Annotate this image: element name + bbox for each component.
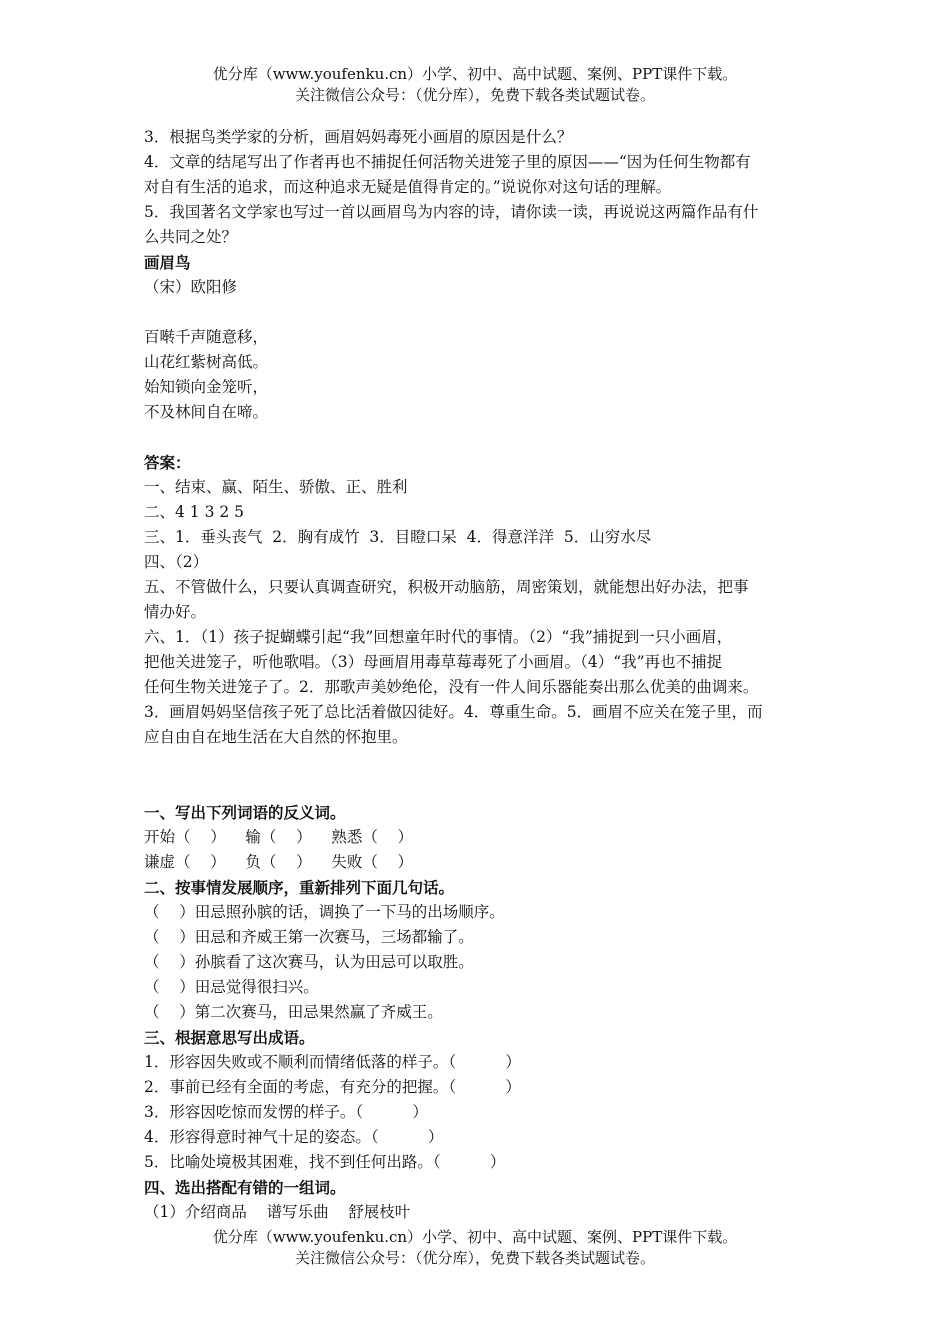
poem-author: （宋）欧阳修: [144, 278, 238, 296]
answer-6-line-5: 应自由自在地生活在大自然的怀抱里。: [144, 728, 408, 746]
page-footer: [0, 1227, 950, 1269]
footer-line-1: 优分库（www.youfenku.cn）小学、初中、高中试题、案例、PPT课件下载。: [212, 1228, 738, 1246]
answers-title: 答案：: [144, 453, 191, 472]
antonym-row-1: 开始（ ） 输（ ） 熟悉（ ）: [144, 828, 414, 846]
section-2-title: 二、按事情发展顺序，重新排列下面几句话。: [144, 878, 455, 897]
section-1-title: 一、写出下列词语的反义词。: [144, 803, 346, 822]
idiom-item: 1．形容因失败或不顺利而情绪低落的样子。（ ）: [144, 1053, 521, 1071]
idiom-item: 3．形容因吃惊而发愣的样子。（ ）: [144, 1103, 428, 1121]
footer-line-2: 关注微信公众号：（优分库），免费下载各类试题试卷。: [294, 1249, 655, 1267]
answer-6-line-3: 任何生物关进笼子了。2．那歌声美妙绝伦，没有一件人间乐器能奏出那么优美的曲调来。: [144, 678, 759, 696]
question-3: 3．根据鸟类学家的分析，画眉妈妈毒死小画眉的原因是什么？: [144, 128, 573, 146]
answer-2: 二、4 1 3 2 5: [144, 503, 245, 521]
answer-1: 一、结束、赢、陌生、骄傲、正、胜利: [144, 478, 408, 496]
answer-5-line-1: 五、不管做什么，只要认真调查研究，积极开动脑筋，周密策划，就能想出好办法，把事: [144, 578, 749, 596]
order-item: （ ）孙膑看了这次赛马，认为田忌可以取胜。: [144, 953, 474, 971]
poem-line: 始知锁向金笼听，: [144, 378, 269, 396]
header-line-2: 关注微信公众号：（优分库），免费下载各类试题试卷。: [294, 86, 655, 104]
document-body: [144, 125, 824, 1225]
poem-line: 山花红紫树高低。: [144, 353, 269, 371]
idiom-item: 4．形容得意时神气十足的姿态。（ ）: [144, 1128, 444, 1146]
question-4-line-2: 对自有生活的追求，而这种追求无疑是值得肯定的。”说说你对这句话的理解。: [144, 178, 672, 196]
answer-6-line-1: 六、1．（1）孩子捉蝴蝶引起“我”回想童年时代的事情。（2）“我”捕捉到一只小画眉，: [144, 628, 733, 646]
question-4-line-1: 4．文章的结尾写出了作者再也不捕捉任何活物关进笼子里的原因——“因为任何生物都有: [144, 153, 751, 171]
section-3-title: 三、根据意思写出成语。: [144, 1028, 315, 1047]
order-item: （ ）田忌照孙膑的话，调换了一下马的出场顺序。: [144, 903, 505, 921]
question-5-line-1: 5．我国著名文学家也写过一首以画眉鸟为内容的诗，请你读一读，再说说这两篇作品有什: [144, 203, 759, 221]
idiom-item: 2．事前已经有全面的考虑，有充分的把握。（ ）: [144, 1078, 521, 1096]
answer-6-line-4: 3．画眉妈妈坚信孩子死了总比活着做囚徒好。4．尊重生命。5．画眉不应关在笼子里，而: [144, 703, 763, 721]
section-4-title: 四、选出搭配有错的一组词。: [144, 1178, 346, 1197]
collocation-item: （1）介绍商品 谱写乐曲 舒展枝叶: [144, 1203, 411, 1221]
order-item: （ ）田忌和齐威王第一次赛马，三场都输了。: [144, 928, 474, 946]
answer-4: 四、（2）: [144, 553, 209, 571]
header-line-1: 优分库（www.youfenku.cn）小学、初中、高中试题、案例、PPT课件下载。: [212, 65, 738, 83]
poem-line: 百啭千声随意移，: [144, 328, 269, 346]
page-header: [0, 64, 950, 106]
poem-line: 不及林间自在啼。: [144, 403, 269, 421]
order-item: （ ）第二次赛马，田忌果然赢了齐威王。: [144, 1003, 443, 1021]
answer-6-line-2: 把他关进笼子，听他歌唱。（3）母画眉用毒草莓毒死了小画眉。（4）“我”再也不捕捉: [144, 653, 723, 671]
antonym-row-2: 谦虚（ ） 负（ ） 失败（ ）: [144, 853, 414, 871]
order-item: （ ）田忌觉得很扫兴。: [144, 978, 319, 996]
poem-title: 画眉鸟: [144, 253, 191, 272]
idiom-item: 5．比喻处境极其困难，找不到任何出路。（ ）: [144, 1153, 506, 1171]
answer-3: 三、1．垂头丧气 2．胸有成竹 3．目瞪口呆 4．得意洋洋 5．山穷水尽: [144, 528, 652, 546]
answer-5-line-2: 情办好。: [144, 603, 207, 621]
question-5-line-2: 么共同之处？: [144, 228, 238, 246]
